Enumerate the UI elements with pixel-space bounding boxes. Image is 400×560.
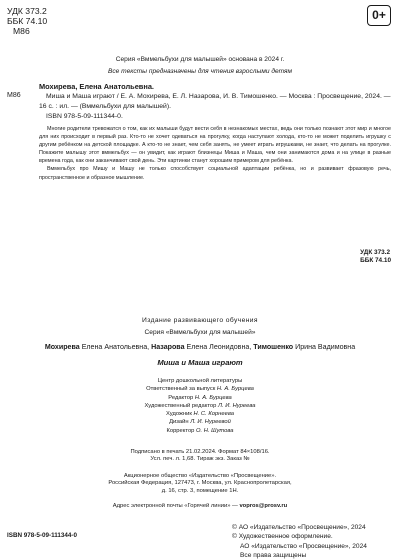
credit-name: Н. А. Бурцева (216, 386, 254, 393)
address-line: Российская Федерация, 127473, г. Москва, ул. Краснопролетарская, (108, 480, 292, 487)
credit-row (0, 394, 400, 402)
copyright-line: АО «Издательство «Просвещение», 2024 (240, 542, 367, 550)
udk-code: УДК 373.2 (7, 6, 47, 16)
credit-row (0, 402, 400, 410)
footer-isbn: ISBN 978-5-09-111344-0 (7, 532, 78, 539)
print-sheets: Усл. печ. л. 1,68. Тираж экз. Заказ № (150, 456, 250, 463)
credit-role: Художественный редактор (144, 402, 217, 409)
credit-role: Центр дошкольной литературы (157, 378, 243, 384)
hotline-email (0, 503, 400, 509)
credit-name: О. Н. Шутова (196, 427, 234, 434)
annotation-paragraph-2: Вммельбух про Мишу и Машу не только способствует социальной адаптации ребёнка, но и развивает фразовую речь, пространственное и образное мышление. (39, 166, 391, 181)
credit-row (0, 427, 400, 435)
email-address: vopros@prosv.ru (239, 503, 288, 509)
author-surname: Тимошенко (253, 343, 294, 351)
signed-print: Подписано в печать 21.02.2024. Формат 84×108/16. (130, 449, 270, 455)
author-name: Ирина Вадимовна (295, 343, 356, 351)
publisher-name: Акционерное общество «Издательство «Просвещение». (123, 473, 277, 479)
copyright-line: © Художественное оформление. (232, 533, 333, 541)
credit-row (0, 385, 400, 393)
credits-list (0, 377, 400, 435)
credit-name: Н. А. Бурцева (194, 394, 232, 401)
author-heading: Мохирева, Елена Анатольевна. (39, 82, 154, 91)
credit-role: Редактор (168, 394, 194, 401)
address-line: д. 16, стр. 3, помещение 1Н. (161, 487, 239, 494)
publisher-address (0, 473, 400, 495)
imprint-authors: Мохирева Елена Анатольевна, Назарова Елена Леонидовна, Тимошенко Ирина Вадимовна (44, 343, 356, 351)
credit-role: Дизайн (169, 419, 189, 426)
credit-name: Л. И. Нуреевой (190, 419, 231, 426)
catalog-code: М86 (7, 92, 21, 99)
copyright-block (232, 523, 367, 560)
copyright-line: Все права защищены (240, 551, 307, 559)
annotation (39, 125, 391, 182)
credit-row (0, 418, 400, 426)
email-label: Адрес электронной почты «Горячей линии» — (112, 503, 238, 509)
copyright-line: © АО «Издательство «Просвещение», 2024 (232, 524, 366, 531)
credit-role: Художник (166, 411, 192, 418)
credit-role: Корректор (166, 427, 195, 434)
bbk-code: ББК 74.10 (7, 16, 48, 26)
classification-right (360, 249, 391, 265)
annotation-paragraph-1: Многие родители тревожатся о том, как их малыши будут вести себя в незнакомых местах, ведь они только познают этот мир и многое для них происходит в первый раз. Кто-то не хочет одеваться на прогулку, когда наступают холода, кто-то не может поделить игрушку с другим ребёнком на детской площадке. А кто-то не знает, чем себя занять, не умеет играть игрушками, не знает, что делать на прогулке. Покажите малышу этот вммельбух — он увидит, как играют близнецы Миша и Маша, чем они занимаются дома и на улице в разные времена года, как они заканчивают свой день. Эти картинки станут хорошим примером для ребёнка. (39, 126, 391, 165)
author-surname: Назарова (151, 343, 185, 351)
bbk-code-right: ББК 74.10 (360, 257, 391, 265)
author-surname: Мохирева (44, 343, 80, 351)
catalog-description (39, 92, 391, 112)
catalog-isbn: ISBN 978-5-09-111344-0. (46, 113, 123, 120)
intended-note: Все тексты предназначены для чтения взрослыми детям (107, 68, 293, 75)
credit-name: Л. И. Нуреева (218, 402, 256, 409)
author-name: Елена Анатольевна (81, 343, 148, 351)
imprint-series: Серия «Вммельбухи для малышей» (144, 329, 256, 336)
age-rating-badge: 0+ (367, 5, 391, 26)
credit-row (0, 377, 400, 385)
series-note: Серия «Вммельбухи для малышей» основана в 2024 г. (115, 56, 285, 63)
author-mark: М86 (13, 26, 30, 36)
description-text: Миша и Маша играют / Е. А. Мохирева, Е. Л. Назарова, И. В. Тимошенко. — Москва : Просвещение, 2024. — 16 с. : ил. — (Вммельбухи для малышей). (39, 93, 391, 110)
udk-code-right: УДК 373.2 (360, 249, 391, 256)
credit-name: Н. С. Корнеева (193, 411, 234, 418)
author-name: Елена Леонидовна (186, 343, 250, 351)
credit-row (0, 410, 400, 418)
book-title: Миша и Маша играют (157, 358, 243, 367)
classification-block (7, 6, 47, 36)
edition-type: Издание развивающего обучения (142, 317, 258, 324)
print-details (0, 449, 400, 464)
credit-role: Ответственный за выпуск (146, 386, 216, 393)
